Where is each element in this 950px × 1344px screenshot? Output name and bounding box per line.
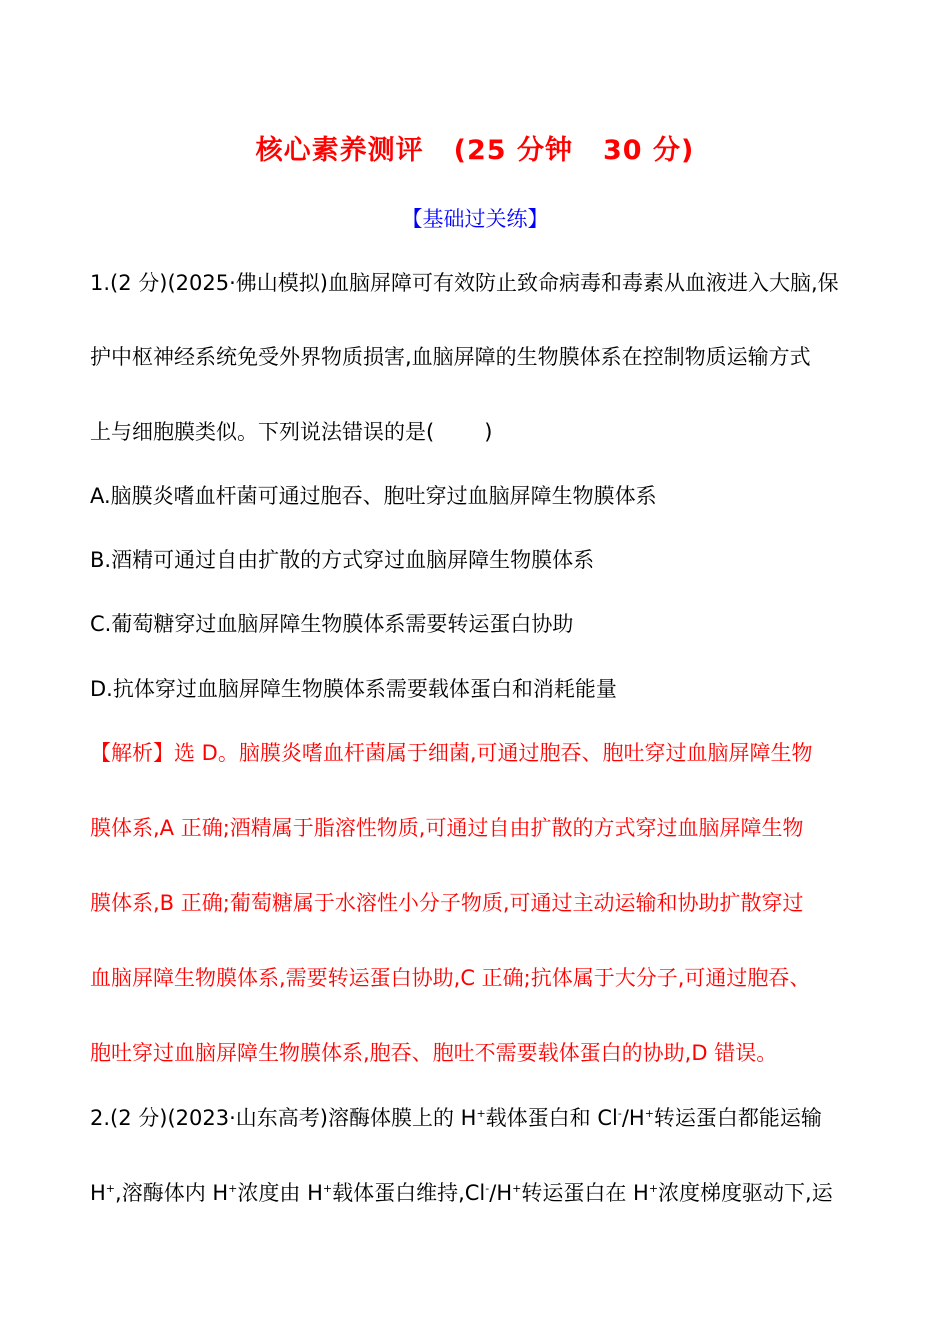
q1-stem-line-2: 护中枢神经系统免受外界物质损害,血脑屏障的生物膜体系在控制物质运输方式: [90, 345, 811, 369]
superscript: +: [476, 1107, 486, 1120]
superscript: -: [617, 1107, 622, 1120]
title-score: 30 分): [603, 135, 695, 166]
text-run: 浓度由 H: [237, 1181, 323, 1205]
superscript: +: [228, 1182, 238, 1195]
text-run: 2.(2 分)(2023·山东高考)溶酶体膜上的 H: [90, 1106, 477, 1130]
superscript: +: [322, 1182, 333, 1195]
superscript: +: [512, 1182, 522, 1195]
q1-stem-close: ): [484, 420, 493, 444]
q1-option-b: B.酒精可通过自由扩散的方式穿过血脑屏障生物膜体系: [90, 548, 595, 572]
text-run: 转运蛋白都能运输: [653, 1106, 822, 1130]
title-duration: (25 分钟: [453, 135, 573, 166]
superscript: +: [648, 1182, 659, 1195]
section-heading: 【基础过关练】: [401, 207, 549, 231]
superscript: -: [485, 1182, 490, 1195]
text-run: H: [90, 1181, 106, 1205]
q1-analysis-line-3: 膜体系,B 正确;葡萄糖属于水溶性小分子物质,可通过主动运输和协助扩散穿过: [90, 891, 804, 915]
text-run: 浓度梯度驱动下,运: [658, 1181, 833, 1205]
q2-stem-line-1: [90, 1103, 870, 1133]
q1-analysis-line-2: 膜体系,A 正确;酒精属于脂溶性物质,可通过自由扩散的方式穿过血脑屏障生物: [90, 816, 804, 840]
q1-analysis-line-4: 血脑屏障生物膜体系,需要转运蛋白协助,C 正确;抗体属于大分子,可通过胞吞、: [90, 966, 811, 990]
title-main: 核心素养测评: [255, 135, 424, 166]
q2-stem-line-2: [90, 1178, 870, 1208]
text-run: 转运蛋白在 H: [521, 1181, 649, 1205]
q1-stem-line-3: [90, 417, 870, 447]
text-run: 载体蛋白维持,Cl: [332, 1181, 486, 1205]
q1-analysis-line-1: 【解析】选 D。脑膜炎嗜血杆菌属于细菌,可通过胞吞、胞吐穿过血脑屏障生物: [90, 741, 813, 765]
q1-option-a: A.脑膜炎嗜血杆菌可通过胞吞、胞吐穿过血脑屏障生物膜体系: [90, 484, 657, 508]
text-run: /H: [489, 1181, 513, 1205]
q1-analysis-line-5: 胞吐穿过血脑屏障生物膜体系,胞吞、胞吐不需要载体蛋白的协助,D 错误。: [90, 1041, 778, 1065]
page-title: [0, 128, 950, 167]
q1-option-c: C.葡萄糖穿过血脑屏障生物膜体系需要转运蛋白协助: [90, 612, 574, 636]
superscript: +: [644, 1107, 654, 1120]
q1-stem-end: 上与细胞膜类似。下列说法错误的是(: [90, 420, 435, 444]
q1-option-d: D.抗体穿过血脑屏障生物膜体系需要载体蛋白和消耗能量: [90, 677, 617, 701]
superscript: +: [105, 1182, 116, 1195]
text-run: 载体蛋白和 Cl: [485, 1106, 618, 1130]
text-run: ,溶酶体内 H: [115, 1181, 229, 1205]
q1-stem-line-1: 1.(2 分)(2025·佛山模拟)血脑屏障可有效防止致命病毒和毒素从血液进入大脑,保: [90, 271, 839, 295]
text-run: /H: [621, 1106, 645, 1130]
